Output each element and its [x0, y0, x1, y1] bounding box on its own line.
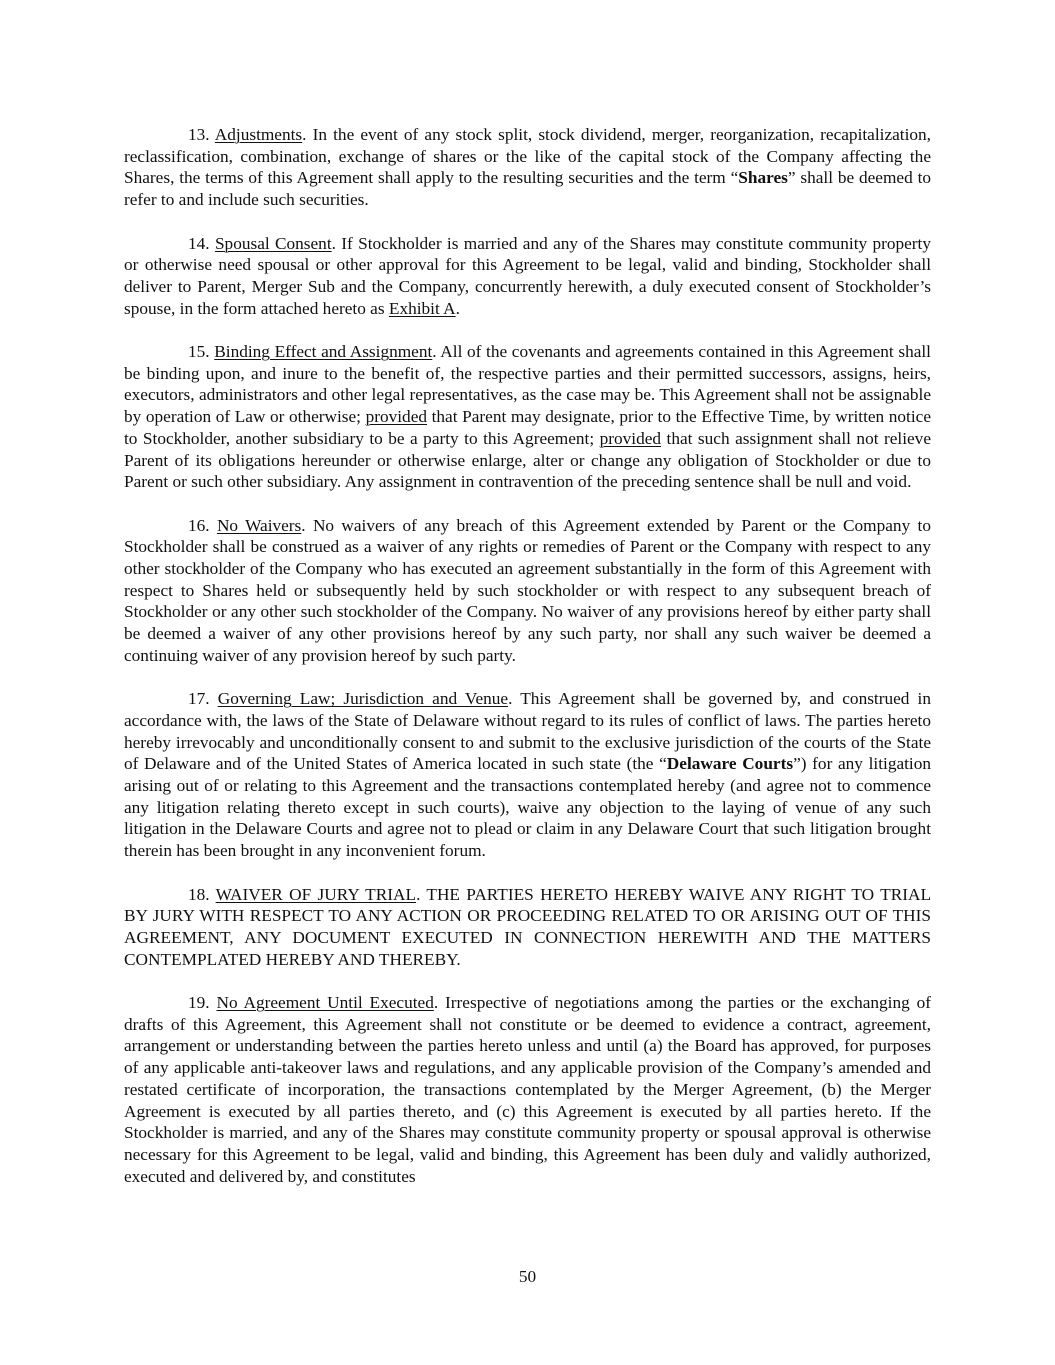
- proviso-term: provided: [365, 407, 428, 427]
- section-16-no-waivers: [124, 515, 931, 667]
- section-number: 17.: [188, 689, 210, 709]
- section-heading: Binding Effect and Assignment: [214, 342, 433, 361]
- section-heading: No Waivers: [216, 515, 302, 535]
- section-heading: No Agreement Until Executed: [216, 993, 434, 1013]
- section-18-jury-trial-waiver: [124, 884, 931, 971]
- section-number: 15.: [188, 342, 210, 361]
- section-text: ”) for any litigation arising out of or relating to this Agreement and the transactions contemplated hereby (and agree not to commence any litigation relating thereto except in such courts), waive any objection to the laying of venue of any such litigation in the Delaware Courts and agree not to plead or claim in any Delaware Court that such litigation brought therein has been brought in any inconvenient forum.: [124, 754, 932, 861]
- section-14-spousal-consent: [124, 233, 931, 320]
- section-number: 16.: [188, 515, 210, 535]
- defined-term: Delaware Courts: [666, 754, 794, 774]
- section-text: . Irrespective of negotiations among the parties or the exchanging of drafts of this Agreement, this Agreement shall not constitute or be deemed to evidence a contract, agreement, arrangement or understanding between the parties hereto unless and until (a) the Board has approved, for purposes of any applicable anti-takeover laws and regulations, and any applicable provision of the Company’s amended and restated certificate of incorporation, the transactions contemplated by the Merger Agreement, (b) the Merger Agreement is executed by all parties thereto, and (c) this Agreement is executed by all parties hereto. If the Stockholder is married, and any of the Shares may constitute community property or spousal approval is otherwise necessary for this Agreement to be legal, valid and binding, this Agreement has been duly and validly authorized, executed and delivered by, and constitutes: [124, 993, 932, 1186]
- section-number: 14.: [188, 233, 210, 253]
- section-heading: WAIVER OF JURY TRIAL: [215, 884, 417, 904]
- section-heading: Governing Law; Jurisdiction and Venue: [217, 689, 509, 709]
- section-text: . All of the covenants and agreements contained in this Agreement shall be binding upon, and inure to the benefit of, the respective parties and their permitted successors, assigns, heirs, executors, administrators and other legal representatives, as the case may be. This Agreement shall not be assignable by operation of Law or otherwise;: [124, 342, 931, 427]
- section-number: 18.: [188, 884, 210, 904]
- section-text: . This Agreement shall be governed by, and construed in accordance with, the laws of the State of Delaware without regard to its rules of conflict of laws. The parties hereto hereby irrevocably and unconditionally consent to and submit to the exclusive jurisdiction of the courts of the State of Delaware and of the United States of America located in such state (the “: [124, 689, 931, 774]
- document-page: [124, 124, 931, 1209]
- section-15-binding-effect: [124, 341, 931, 493]
- section-text: ” shall be deemed to refer to and include such securities.: [124, 168, 932, 210]
- section-13-adjustments: [124, 124, 931, 211]
- section-text: .: [455, 298, 460, 318]
- defined-term: Shares: [738, 168, 788, 188]
- section-17-governing-law: [124, 688, 931, 862]
- section-text: . If Stockholder is married and any of the Shares may constitute community property or otherwise need spousal or other approval for this Agreement to be legal, valid and binding, Stockholder shall deliver to Parent, Merger Sub and the Company, concurrently herewith, a duly executed consent of Stockholder’s spouse, in the form attached hereto as: [124, 233, 932, 318]
- section-heading: Spousal Consent: [214, 233, 332, 253]
- section-heading: Adjustments: [214, 125, 303, 144]
- section-text: that Parent may designate, prior to the Effective Time, by written notice to Stockholder, another subsidiary to be a party to this Agreement;: [124, 407, 931, 448]
- section-number: 13.: [188, 125, 210, 144]
- section-number: 19.: [188, 993, 210, 1013]
- section-text: that such assignment shall not relieve Parent of its obligations hereunder or otherwise enlarge, alter or change any obligation of Stockholder or due to Parent or such other subsidiary. Any assignment in contravention of the preceding sentence shall be null and void.: [124, 428, 931, 492]
- proviso-term: provided: [599, 428, 662, 448]
- page-number: 50: [518, 1267, 537, 1286]
- exhibit-reference: Exhibit A: [388, 298, 456, 318]
- section-text: . In the event of any stock split, stock dividend, merger, reorganization, recapitalization, reclassification, combination, exchange of shares or the like of the capital stock of the Company affecting the Shares, the terms of this Agreement shall apply to the resulting securities and the term “: [124, 125, 931, 188]
- section-text: . No waivers of any breach of this Agreement extended by Parent or the Company to Stockholder shall be construed as a waiver of any rights or remedies of Parent or the Company with respect to any other stockholder of the Company who has executed an agreement substantially in the form of this Agreement with respect to Shares held or subsequently held by such stockholder or with respect to any subsequent breach of Stockholder or any other such stockholder of the Company. No waiver of any provisions hereof by either party shall be deemed a waiver of any other provisions hereof by any such party, nor shall any such waiver be deemed a continuing waiver of any provision hereof by such party.: [124, 515, 931, 665]
- section-19-no-agreement-until-executed: [124, 992, 931, 1187]
- section-text: . THE PARTIES HERETO HEREBY WAIVE ANY RIGHT TO TRIAL BY JURY WITH RESPECT TO ANY ACTION OR PROCEEDING RELATED TO OR ARISING OUT OF THIS AGREEMENT, ANY DOCUMENT EXECUTED IN CONNECTION HEREWITH AND THE MATTERS CONTEMPLATED HEREBY AND THEREBY.: [124, 884, 932, 969]
